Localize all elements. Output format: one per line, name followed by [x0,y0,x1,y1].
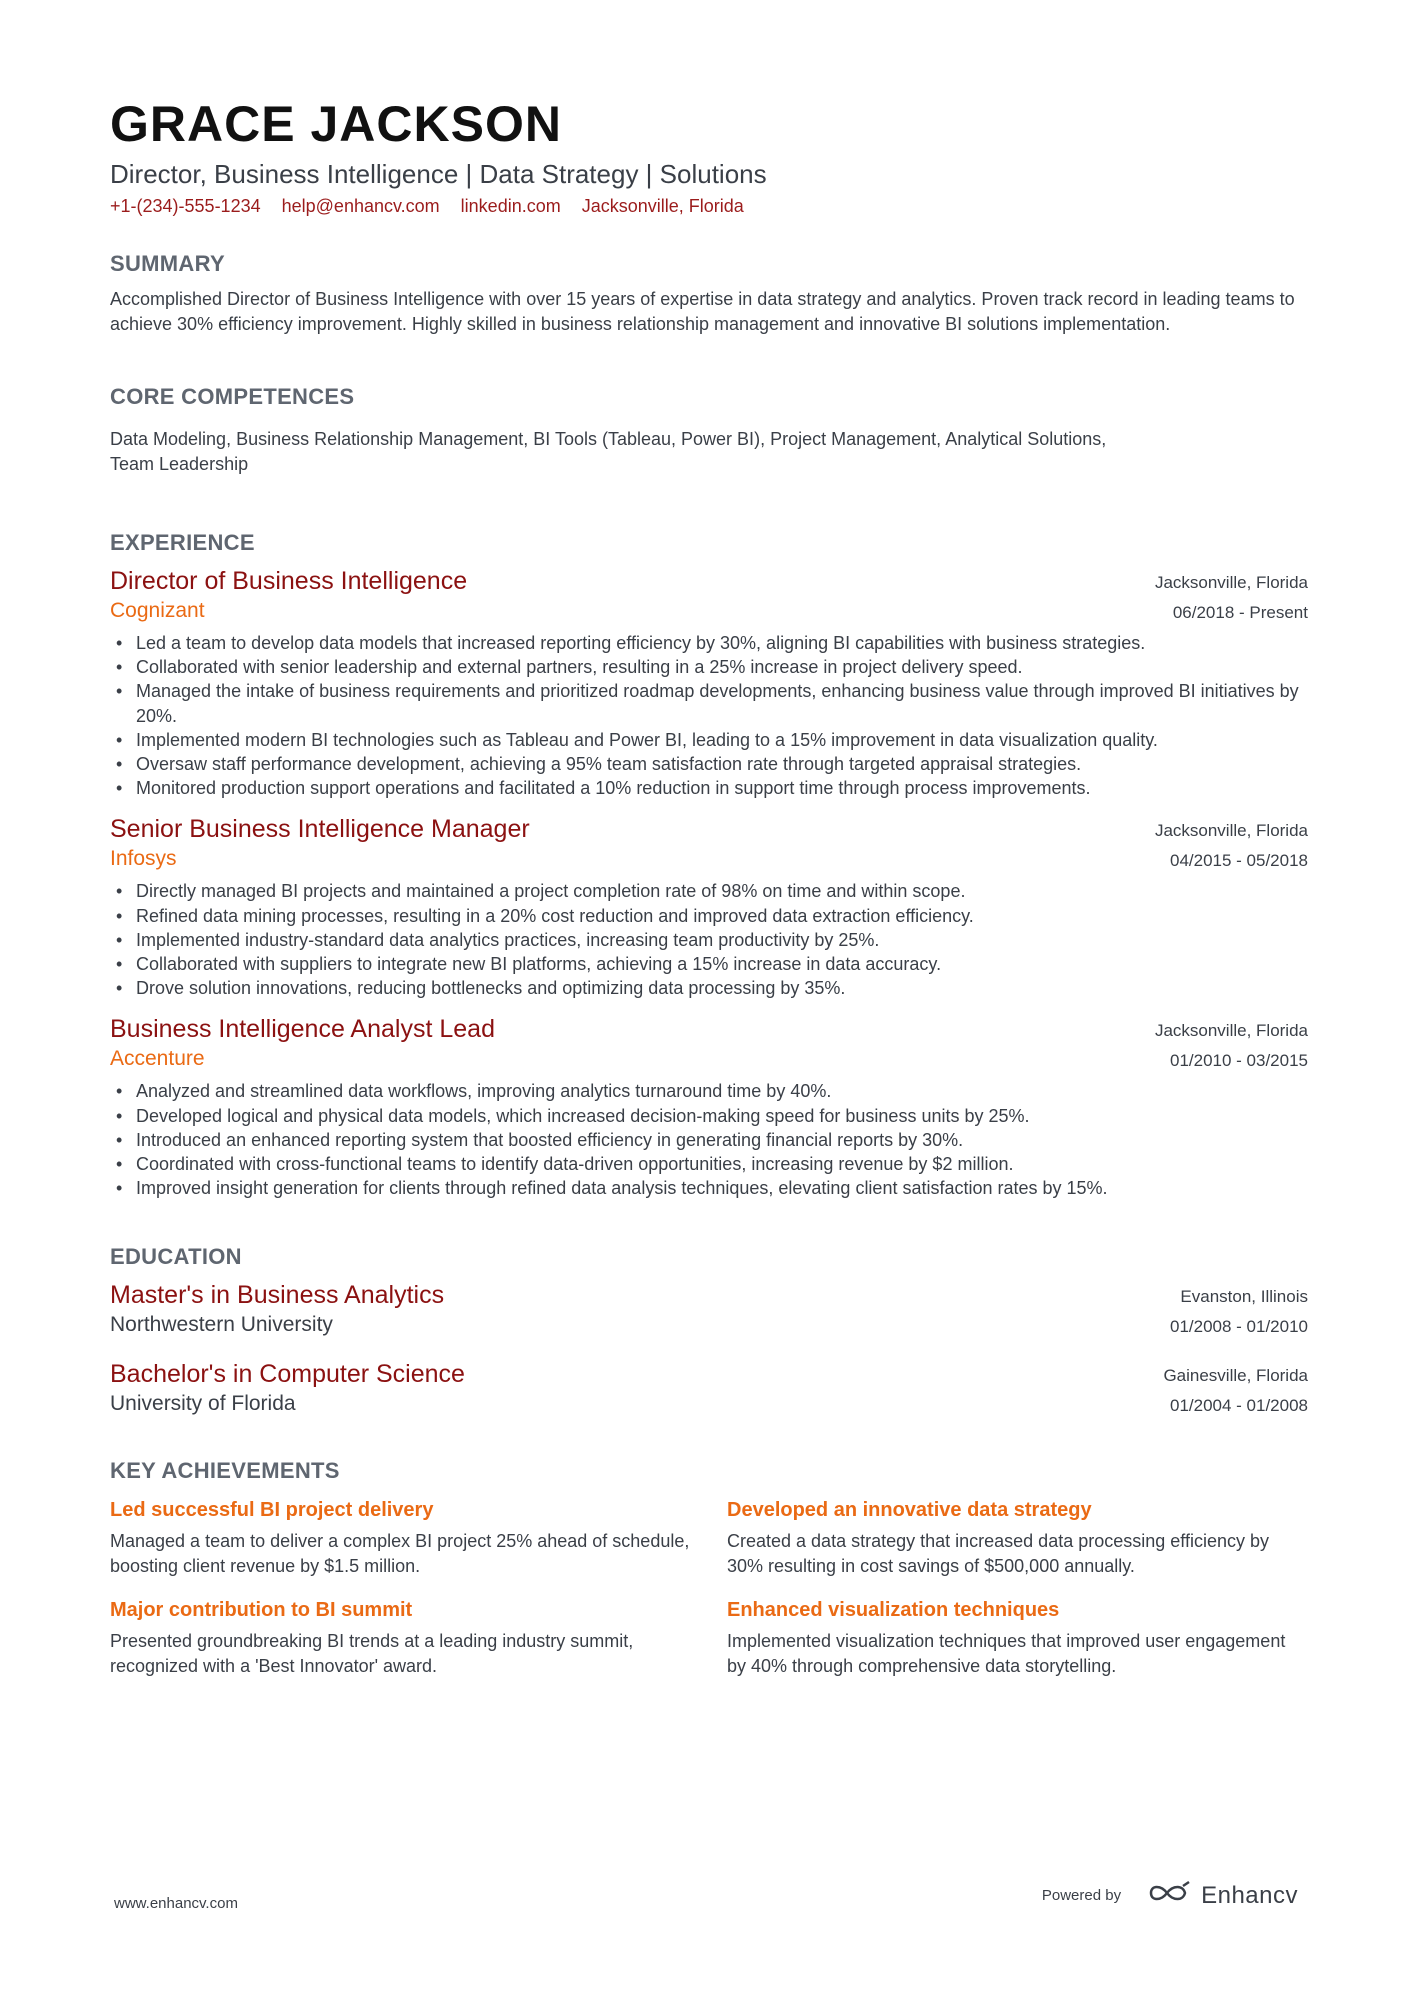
job-meta [1155,568,1308,628]
resume-header [110,95,1308,219]
job-meta [1155,1016,1308,1076]
job-bullet: • Coordinated with cross-functional teams to identify data-driven opportunities, increasing revenue by $2 million. [136,1152,1308,1176]
phone-link[interactable]: +1-(234)-555-1234 [110,196,261,216]
summary-title: SUMMARY [110,251,225,276]
achievement-desc: Created a data strategy that increased data processing efficiency by 30% resulting in cost savings of $500,000 annually. [727,1531,1269,1576]
school-name: Northwestern University [110,1313,333,1337]
summary-text: Accomplished Director of Business Intelligence with over 15 years of expertise in data strategy and analytics. Proven track record in leading teams to achieve 30% efficiency improvement. Highly skilled in business relationship management and innovative BI solutions implementation. [110,289,1295,334]
achievements-grid [110,1496,1308,1678]
resume-content [110,95,1308,1678]
achievement-item [727,1596,1308,1678]
candidate-headline: Director, Business Intelligence | Data Strategy | Solutions [110,159,767,189]
job-entry [110,1014,1308,1200]
achievement-title: Major contribution to BI summit [110,1599,413,1622]
linkedin-link[interactable]: linkedin.com [460,196,561,216]
email-link[interactable]: help@enhancv.com [281,196,440,216]
job-bullet: • Monitored production support operations and facilitated a 10% reduction in support time through process improvements. [136,776,1308,800]
degree-title: Bachelor's in Computer Science [110,1360,465,1389]
candidate-name: GRACE JACKSON [110,96,562,152]
location-text: Jacksonville, Florida [581,196,744,216]
experience-section [110,528,1308,1200]
achievement-title: Enhanced visualization techniques [727,1599,1060,1622]
education-location: Gainesville, Florida [1163,1366,1308,1386]
competence-item: BI Tools (Tableau, Power BI) [533,429,761,449]
education-dates: 01/2004 - 01/2008 [1169,1396,1308,1416]
achievement-item [110,1496,727,1578]
experience-title: EXPERIENCE [110,530,255,555]
job-bullet: • Collaborated with senior leadership and external partners, resulting in a 25% increase in project delivery speed. [136,655,1308,679]
job-dates: 06/2018 - Present [1172,603,1308,622]
powered-by-label: Powered by [1041,1887,1122,1904]
footer-website[interactable]: www.enhancv.com [114,1895,238,1912]
competences-list: Data Modeling, Business Relationship Management, BI Tools (Tableau, Power BI), Project Management, Analytical Solutions, Team Leadership [110,429,1107,474]
achievement-title: Developed an innovative data strategy [727,1499,1092,1522]
job-bullets [110,1079,1308,1200]
job-bullet: • Oversaw staff performance development, achieving a 95% team satisfaction rate through targeted appraisal strategies. [136,752,1308,776]
enhancv-brand[interactable] [1145,1880,1298,1911]
job-bullet: • Developed logical and physical data models, which increased decision-making speed for business units by 25%. [136,1104,1308,1128]
job-bullets [110,631,1308,800]
job-bullet: • Managed the intake of business requirements and prioritized roadmap developments, enhancing business value through improved BI initiatives by 20%. [136,679,1308,727]
job-bullet: • Drove solution innovations, reducing bottlenecks and optimizing data processing by 35%. [136,976,1308,1000]
job-company: Cognizant [110,599,205,622]
competence-item: Business Relationship Management [236,429,524,449]
job-bullet: • Introduced an enhanced reporting system that boosted efficiency in generating financial reports by 30%. [136,1128,1308,1152]
competence-item: Analytical Solutions [945,429,1102,449]
contact-line [110,193,1308,219]
job-bullet: • Collaborated with suppliers to integrate new BI platforms, achieving a 15% increase in data accuracy. [136,952,1308,976]
education-dates: 01/2008 - 01/2010 [1169,1317,1308,1337]
achievements-section [110,1456,1308,1678]
achievement-desc: Presented groundbreaking BI trends at a leading industry summit, recognized with a 'Best Innovator' award. [110,1631,634,1676]
job-bullet: • Implemented modern BI technologies such as Tableau and Power BI, leading to a 15% improvement in data visualization quality. [136,728,1308,752]
job-bullet: • Implemented industry-standard data analytics practices, increasing team productivity by 25%. [136,928,1308,952]
job-dates: 04/2015 - 05/2018 [1169,851,1308,871]
job-bullet: • Improved insight generation for clients through refined data analysis techniques, elevating client satisfaction rates by 15%. [136,1176,1308,1200]
job-bullets [110,879,1308,1000]
job-bullet: • Led a team to develop data models that increased reporting efficiency by 30%, aligning BI capabilities with business strategies. [136,631,1308,655]
education-entry [110,1359,1308,1418]
education-entry [110,1280,1308,1339]
competences-section [110,382,1308,476]
achievement-item [727,1496,1308,1578]
achievements-title: KEY ACHIEVEMENTS [110,1458,340,1484]
achievement-item [110,1596,727,1678]
job-meta [1155,816,1308,876]
competence-item: Data Modeling [110,429,227,449]
job-location: Jacksonville, Florida [1154,1021,1308,1041]
job-bullet: • Analyzed and streamlined data workflows, improving analytics turnaround time by 40%. [136,1079,1308,1103]
job-dates: 01/2010 - 03/2015 [1169,1051,1308,1071]
education-location: Evanston, Illinois [1180,1287,1308,1307]
achievement-title: Led successful BI project delivery [110,1499,434,1522]
job-location: Jacksonville, Florida [1154,821,1308,841]
achievement-desc: Managed a team to deliver a complex BI project 25% ahead of schedule, boosting client revenue by $1.5 million. [110,1531,690,1576]
education-section [110,1242,1308,1418]
achievement-desc: Implemented visualization techniques that improved user engagement by 40% through comprehensive data storytelling. [727,1631,1286,1676]
enhancv-brand-text: Enhancv [1201,1881,1298,1909]
job-bullet: • Directly managed BI projects and maintained a project completion rate of 98% on time and within scope. [136,879,1308,903]
job-title: Director of Business Intelligence [110,567,468,595]
education-meta [1170,1282,1308,1342]
summary-section [110,249,1308,336]
job-title: Business Intelligence Analyst Lead [110,1015,495,1044]
job-company: Accenture [110,1047,205,1071]
job-title: Senior Business Intelligence Manager [110,815,530,844]
job-bullet: • Refined data mining processes, resulting in a 20% cost reduction and improved data extraction efficiency. [136,904,1308,928]
competences-title: CORE COMPETENCES [110,384,355,409]
job-entry [110,814,1308,1000]
footer-branding [1042,1880,1298,1911]
enhancv-logo-icon [1145,1880,1193,1911]
degree-title: Master's in Business Analytics [110,1281,445,1310]
competence-item: Team Leadership [110,453,249,474]
job-entry [110,566,1308,800]
school-name: University of Florida [110,1392,296,1416]
job-location: Jacksonville, Florida [1154,573,1308,592]
education-title: EDUCATION [110,1244,242,1270]
education-meta [1163,1361,1308,1421]
competence-item: Project Management [770,429,937,449]
job-company: Infosys [110,847,177,871]
